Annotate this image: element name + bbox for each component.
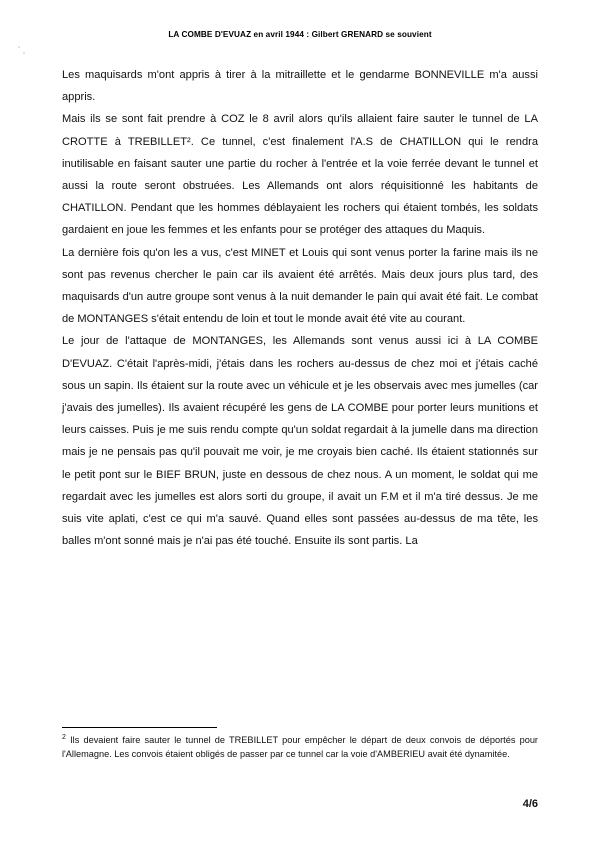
page-number: 4/6 (522, 798, 538, 810)
footnote (62, 733, 538, 762)
footnote-separator (62, 727, 217, 728)
page-header: LA COMBE D'EVUAZ en avril 1944 : Gilbert GRENARD se souvient (168, 30, 432, 39)
paragraph-4: Le jour de l'attaque de MONTANGES, les Allemands sont venus aussi ici à LA COMBE D'EVUAZ. C'était l'après-midi, j'étais dans les rochers au-dessus de chez moi et j'étais caché sous un sapin. Ils étaient sur la route avec un véhicule et je les observais avec mes jumelles (car j'avais des jumelles). Ils avaient récupéré les gens de LA COMBE pour porter leurs munitions et leurs caisses. Puis je me suis rendu compte qu'un soldat regardait à la jumelle dans ma direction mais je ne pensais pas qu'il pouvait me voir, je me croyais bien caché. Ils étaient stationnés sur le petit pont sur le BIEF BRUN, juste en dessous de chez nous. A un moment, le soldat qui me regardait avec les jumelles est alors sorti du groupe, il avait un F.M et il m'a tiré dessus. Je me suis vite aplati, c'est ce qui m'a sauvé. Quand elles sont passées au-dessus de ma tête, les balles m'ont sonné mais je n'ai pas été touché. Ensuite ils sont partis. La (62, 335, 538, 548)
document-body (62, 64, 538, 552)
scan-speck (23, 52, 25, 54)
footnote-marker: 2 (62, 733, 66, 741)
scan-speck (18, 46, 20, 48)
paragraph-2: Mais ils se sont fait prendre à COZ le 8 avril alors qu'ils allaient faire sauter le tunnel de LA CROTTE à TREBILLET². Ce tunnel, c'est finalement l'A.S de CHATILLON qui le rendra inutilisable en faisant sauter une partie du rocher à l'entrée et la voie ferrée devant le tunnel et aussi la route seront obstruées. Les Allemands ont alors réquisitionné les habitants de CHATILLON. Pendant que les hommes déblayaient les rochers qui étaient tombés, les soldats gardaient en joue les femmes et les enfants pour se protéger des attaques du Maquis. (62, 113, 538, 237)
footnote-text: Ils devaient faire sauter le tunnel de TREBILLET pour empêcher le départ de deux convois de déportés pour l'Allemagne. Les convois étaient obligés de passer par ce tunnel car la voie d'AMBERIEU avait été dynamitée. (62, 735, 538, 760)
paragraph-1: Les maquisards m'ont appris à tirer à la mitraillette et le gendarme BONNEVILLE m'a aussi appris. (62, 69, 538, 104)
paragraph-3: La dernière fois qu'on les a vus, c'est MINET et Louis qui sont venus porter la farine mais ils ne sont pas revenus chercher le pain car ils avaient été arrêtés. Mais deux jours plus tard, des maquisards d'un autre groupe sont venus à la nuit demander le pain qui avait été fait. Le combat de MONTANGES s'était entendu de loin et tout le monde avait été vite au courant. (62, 246, 538, 326)
